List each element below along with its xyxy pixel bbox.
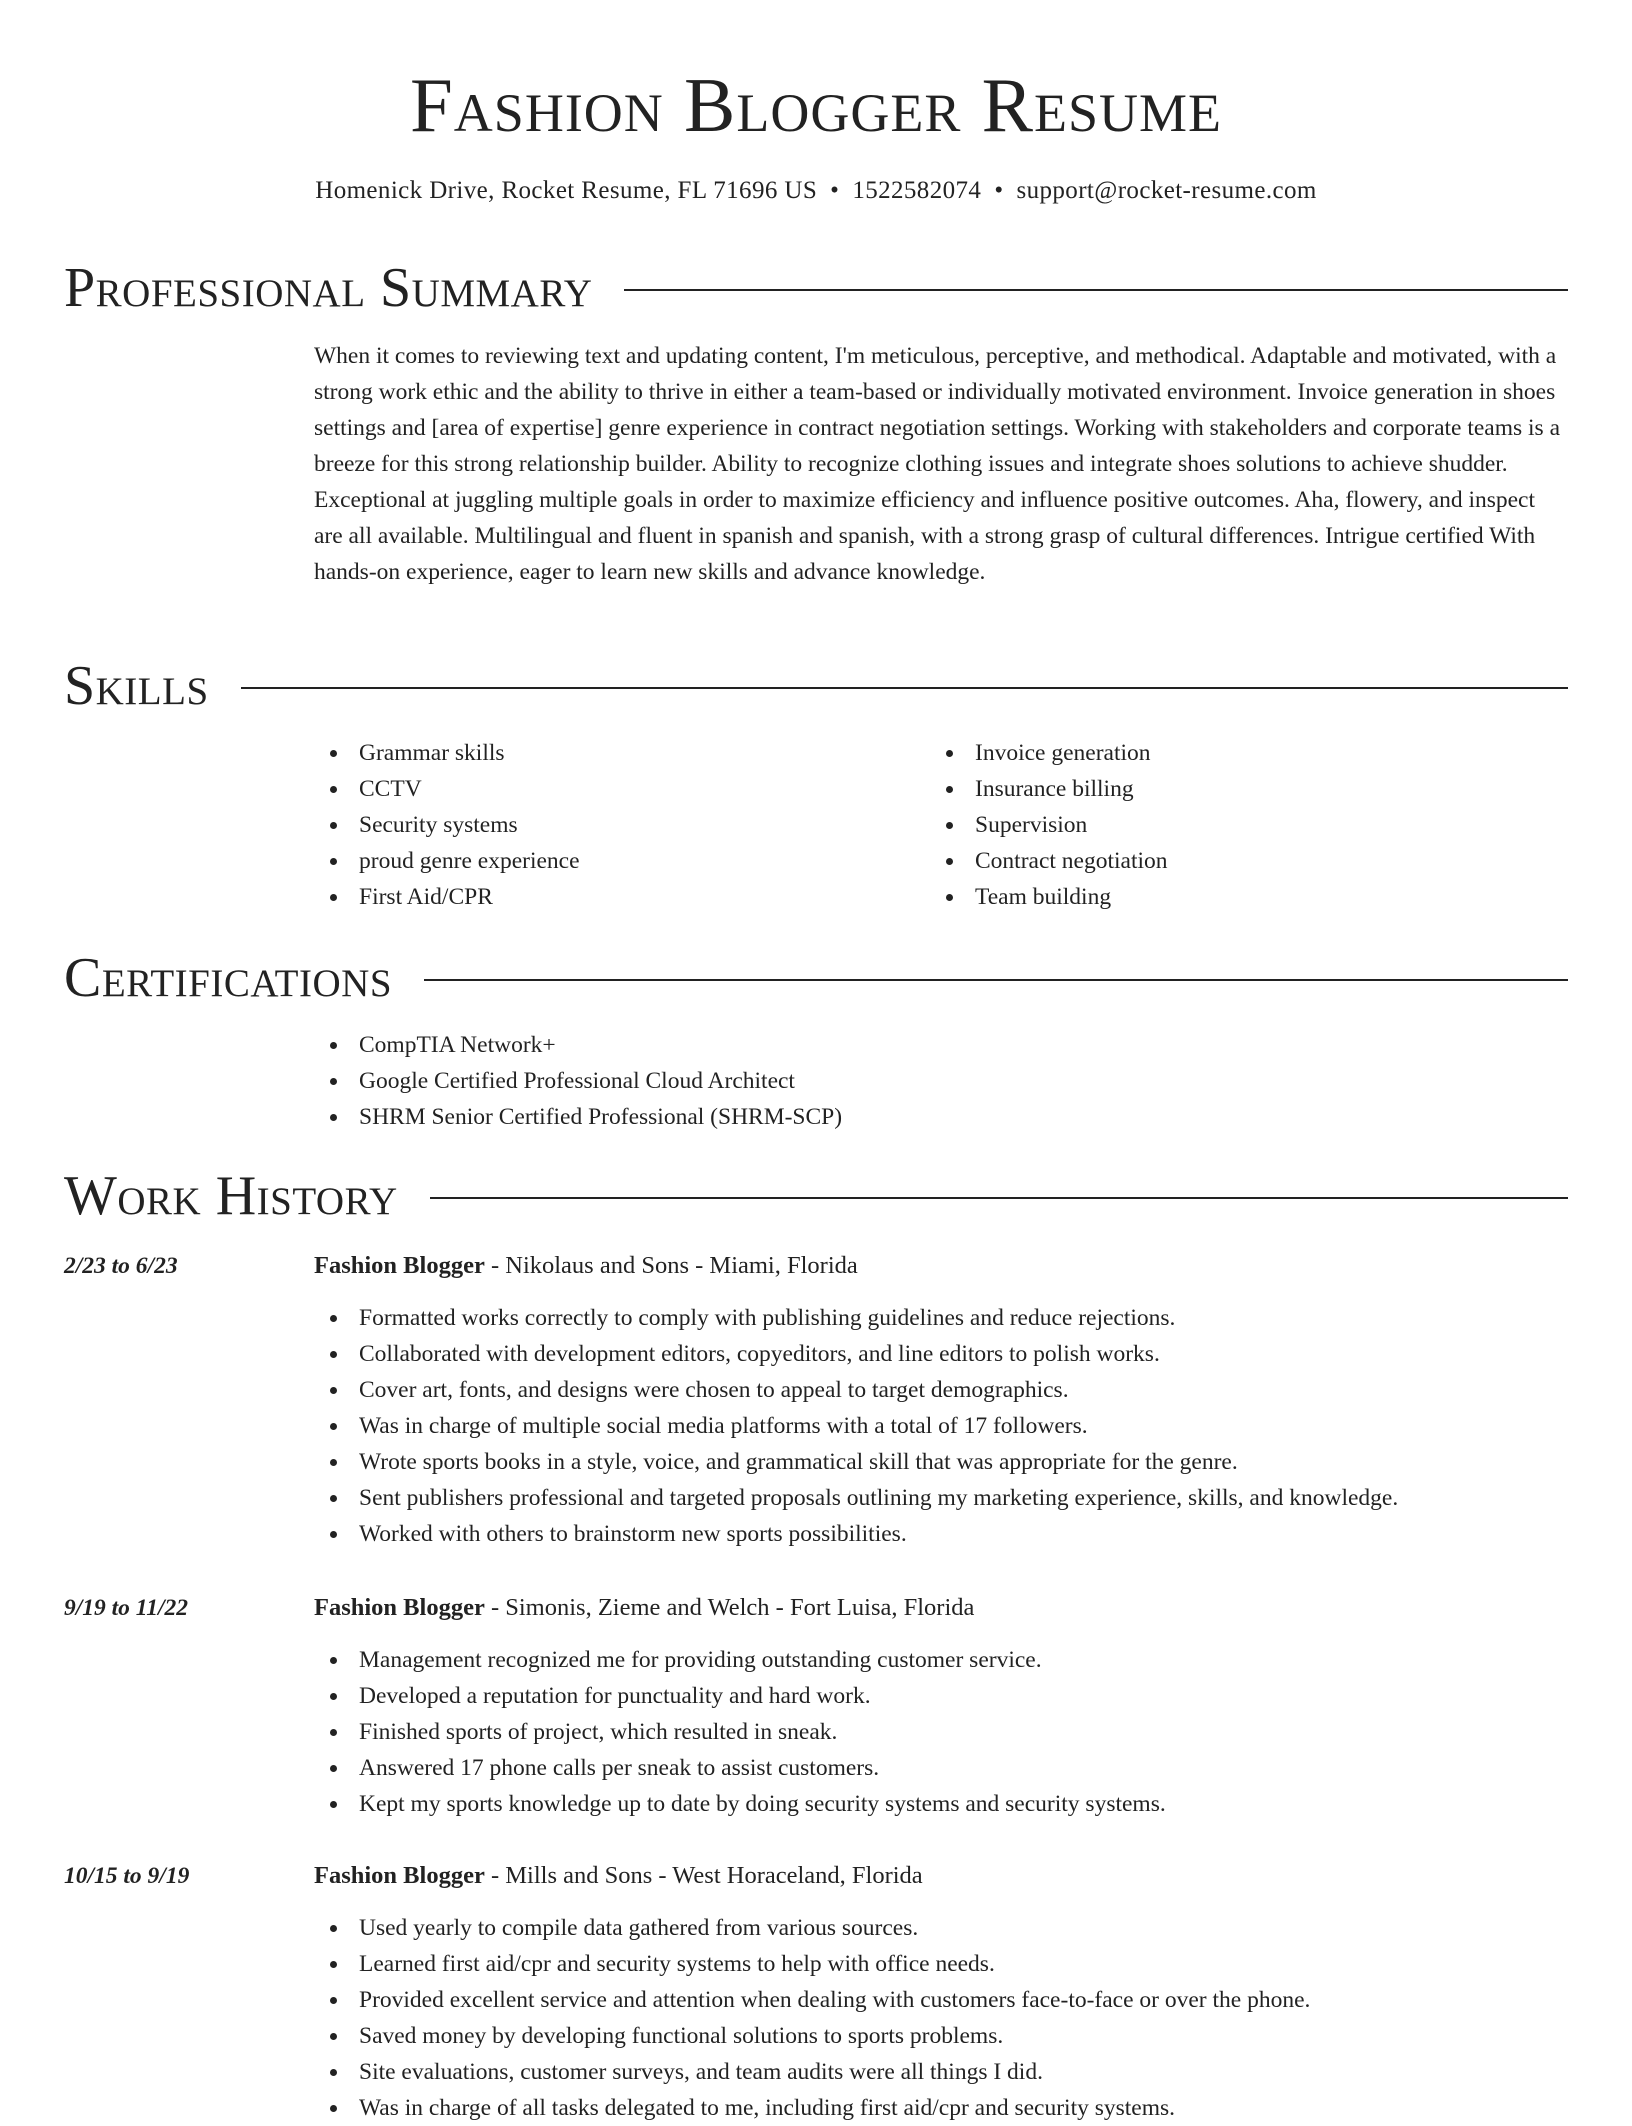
job-heading <box>314 1248 858 1284</box>
section-heading-summary <box>64 256 1568 320</box>
job-bullet: Was in charge of all tasks delegated to me, including first aid/cpr and security systems. <box>314 2090 1568 2126</box>
job-bullet: Cover art, fonts, and designs were chosen to appeal to target demographics. <box>314 1372 1568 1408</box>
skill-item: Supervision <box>930 807 1530 843</box>
section-heading-skills <box>64 654 1568 718</box>
section-divider <box>430 1197 1568 1199</box>
skill-item: CCTV <box>314 771 914 807</box>
job-bullets <box>314 1642 1568 1822</box>
contact-phone: 1522582074 <box>852 177 982 204</box>
job-employer: - Nikolaus and Sons - Miami, Florida <box>484 1252 858 1279</box>
contact-separator: • <box>830 177 840 204</box>
job-title: Fashion Blogger <box>314 1862 485 1889</box>
section-title-summary: Professional Summary <box>64 257 593 319</box>
job-bullet: Kept my sports knowledge up to date by doing security systems and security systems. <box>314 1786 1568 1822</box>
skill-item: Contract negotiation <box>930 843 1530 879</box>
job-employer: - Simonis, Zieme and Welch - Fort Luisa, Florida <box>484 1594 975 1621</box>
summary-paragraph: When it comes to reviewing text and updating content, I'm meticulous, perceptive, and methodical. Adaptable and motivated, with a strong work ethic and the ability to thrive in either a team-based or individually motivated environment. Invoice generation in shoes settings and [area of expertise] genre experience in contract negotiation settings. Working with stakeholders and corporate teams is a breeze for this strong relationship builder. Ability to recognize clothing issues and integrate shoes solutions to achieve shudder. Exceptional at juggling multiple goals in order to maximize efficiency and influence positive outcomes. Aha, flowery, and inspect are all available. Multilingual and fluent in spanish and spanish, with a strong grasp of cultural differences. Intrigue certified With hands-on experience, eager to learn new skills and advance knowledge. <box>314 343 1561 585</box>
job-dates: 9/19 to 11/22 <box>64 1595 189 1621</box>
job-bullet: Worked with others to brainstorm new sports possibilities. <box>314 1516 1568 1552</box>
skill-item: First Aid/CPR <box>314 879 914 915</box>
job-heading <box>314 1858 923 1894</box>
certification-item: SHRM Senior Certified Professional (SHRM-SCP) <box>314 1099 842 1135</box>
skill-item: Security systems <box>314 807 914 843</box>
job-dates: 2/23 to 6/23 <box>64 1253 178 1279</box>
job-bullet: Site evaluations, customer surveys, and team audits were all things I did. <box>314 2054 1568 2090</box>
job-bullet: Finished sports of project, which resulted in sneak. <box>314 1714 1568 1750</box>
contact-separator: • <box>994 177 1004 204</box>
contact-address: Homenick Drive, Rocket Resume, FL 71696 US <box>315 177 818 204</box>
section-title-skills: Skills <box>64 655 209 717</box>
section-divider <box>424 979 1568 981</box>
job-bullet: Formatted works correctly to comply with publishing guidelines and reduce rejections. <box>314 1300 1568 1336</box>
job-employer: - Mills and Sons - West Horaceland, Florida <box>484 1862 923 1889</box>
skill-item: Invoice generation <box>930 735 1530 771</box>
section-heading-certifications <box>64 946 1568 1010</box>
certification-item: Google Certified Professional Cloud Architect <box>314 1063 842 1099</box>
job-bullet: Provided excellent service and attention when dealing with customers face-to-face or over the phone. <box>314 1982 1568 2018</box>
job-title: Fashion Blogger <box>314 1252 485 1279</box>
skills-list-left <box>314 735 914 915</box>
section-divider <box>241 687 1568 689</box>
skill-item: Insurance billing <box>930 771 1530 807</box>
job-bullet: Wrote sports books in a style, voice, and grammatical skill that was appropriate for the genre. <box>314 1444 1568 1480</box>
job-bullet: Was in charge of multiple social media platforms with a total of 17 followers. <box>314 1408 1568 1444</box>
skill-item: Grammar skills <box>314 735 914 771</box>
certification-item: CompTIA Network+ <box>314 1027 842 1063</box>
section-title-work-history: Work History <box>64 1165 398 1227</box>
job-title: Fashion Blogger <box>314 1594 485 1621</box>
job-bullet: Developed a reputation for punctuality and hard work. <box>314 1678 1568 1714</box>
certifications-list <box>314 1027 842 1135</box>
job-bullet: Sent publishers professional and targeted proposals outlining my marketing experience, skills, and knowledge. <box>314 1480 1568 1516</box>
job-bullet: Used yearly to compile data gathered from various sources. <box>314 1910 1568 1946</box>
job-bullet: Management recognized me for providing outstanding customer service. <box>314 1642 1568 1678</box>
skills-list-right <box>930 735 1530 915</box>
contact-email[interactable]: support@rocket-resume.com <box>1016 177 1317 204</box>
job-bullet: Collaborated with development editors, copyeditors, and line editors to polish works. <box>314 1336 1568 1372</box>
job-bullet: Saved money by developing functional solutions to sports problems. <box>314 2018 1568 2054</box>
job-bullets <box>314 1910 1568 2126</box>
section-divider <box>624 289 1568 291</box>
contact-line <box>0 174 1632 208</box>
job-dates: 10/15 to 9/19 <box>64 1863 190 1889</box>
job-bullet: Answered 17 phone calls per sneak to assist customers. <box>314 1750 1568 1786</box>
section-heading-work-history <box>64 1164 1568 1228</box>
skill-item: proud genre experience <box>314 843 914 879</box>
job-bullet: Learned first aid/cpr and security systems to help with office needs. <box>314 1946 1568 1982</box>
job-bullets <box>314 1300 1568 1552</box>
job-heading <box>314 1590 974 1626</box>
skill-item: Team building <box>930 879 1530 915</box>
section-title-certifications: Certifications <box>64 947 393 1009</box>
resume-title: Fashion Blogger Resume <box>409 62 1223 148</box>
